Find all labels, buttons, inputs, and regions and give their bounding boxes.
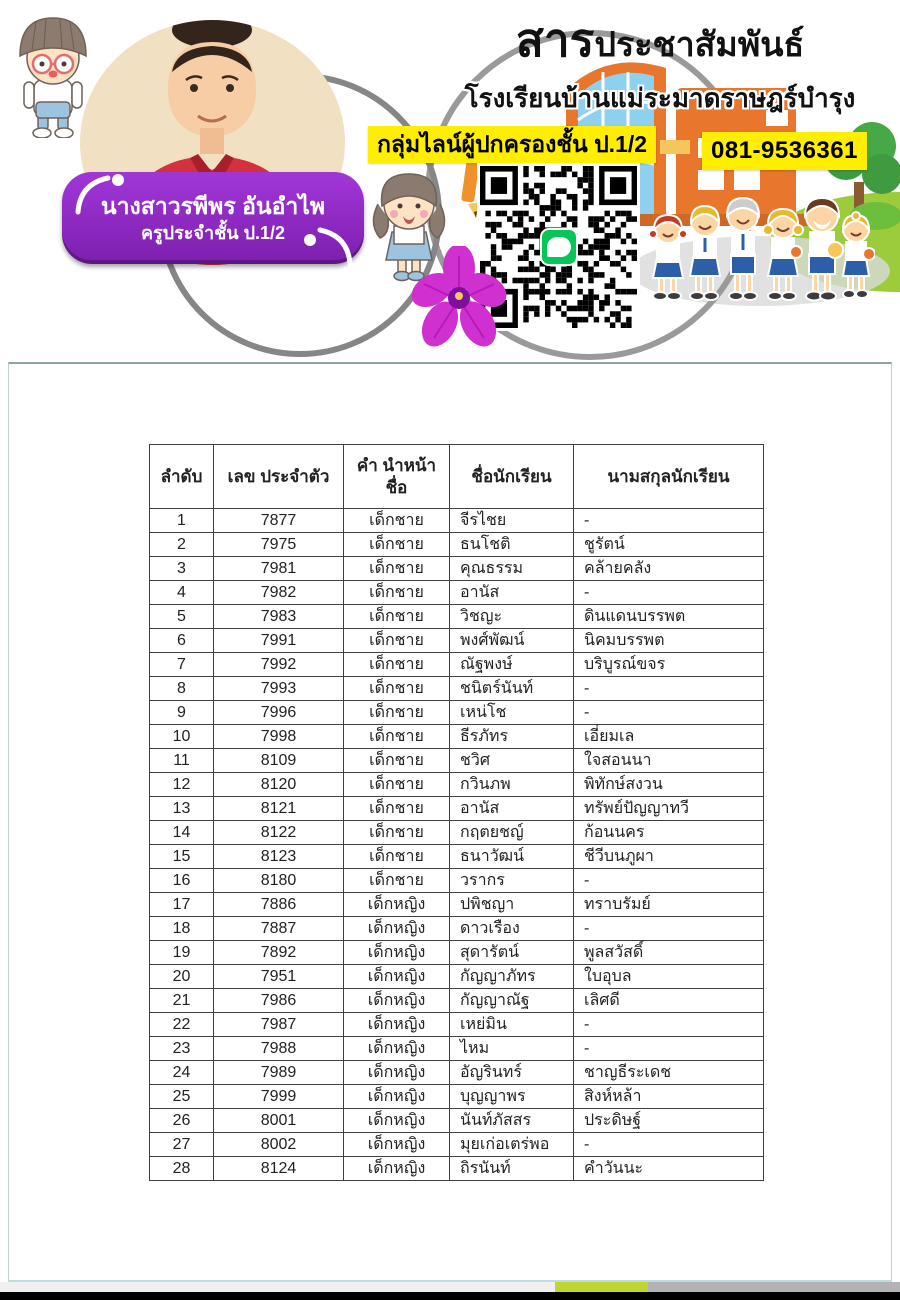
- table-row: [150, 605, 764, 629]
- flyer-title: [420, 4, 900, 77]
- table-cell: วรากร: [450, 869, 574, 893]
- table-cell: 7981: [214, 557, 344, 581]
- table-cell: ชวิศ: [450, 749, 574, 773]
- table-cell: 7886: [214, 893, 344, 917]
- table-cell: 7989: [214, 1061, 344, 1085]
- table-cell: เด็กหญิง: [344, 1133, 450, 1157]
- table-cell: 13: [150, 797, 214, 821]
- table-cell: เด็กชาย: [344, 725, 450, 749]
- table-cell: 7983: [214, 605, 344, 629]
- table-cell: 8123: [214, 845, 344, 869]
- table-cell: ใบอุบล: [574, 965, 764, 989]
- table-cell: ไหม: [450, 1037, 574, 1061]
- table-cell: เด็กชาย: [344, 629, 450, 653]
- table-cell: 16: [150, 869, 214, 893]
- table-cell: -: [574, 1037, 764, 1061]
- table-row: [150, 749, 764, 773]
- table-row: [150, 677, 764, 701]
- table-row: [150, 989, 764, 1013]
- table-cell: ถิรนันท์: [450, 1157, 574, 1181]
- table-cell: 1: [150, 509, 214, 533]
- table-row: [150, 941, 764, 965]
- table-cell: เด็กชาย: [344, 557, 450, 581]
- table-cell: พูลสวัสดิ์: [574, 941, 764, 965]
- table-cell: เด็กหญิง: [344, 941, 450, 965]
- cartoon-boy-illustration: [8, 14, 98, 138]
- table-cell: อานัส: [450, 581, 574, 605]
- progress-track-right: [648, 1282, 900, 1292]
- table-cell: 7877: [214, 509, 344, 533]
- phone-number: 081-9536361: [702, 132, 867, 170]
- table-cell: กัญญาณัฐ: [450, 989, 574, 1013]
- table-cell: 7986: [214, 989, 344, 1013]
- document-page: [8, 362, 892, 1282]
- table-cell: 5: [150, 605, 214, 629]
- table-cell: ปพิชญา: [450, 893, 574, 917]
- table-cell: จีรไชย: [450, 509, 574, 533]
- video-progress-bar[interactable]: [0, 1282, 900, 1292]
- table-cell: เด็กหญิง: [344, 1037, 450, 1061]
- line-icon: [540, 228, 578, 266]
- table-head: [150, 445, 764, 509]
- orchid-flower-illustration: [410, 246, 508, 350]
- table-cell: 7991: [214, 629, 344, 653]
- title-rest-text: ประชาสัมพันธ์: [594, 26, 805, 64]
- table-cell: เด็กชาย: [344, 821, 450, 845]
- header-row: [150, 445, 764, 509]
- table-row: [150, 1037, 764, 1061]
- table-row: [150, 725, 764, 749]
- table-row: [150, 773, 764, 797]
- table-cell: มุยเก่อเตร่พอ: [450, 1133, 574, 1157]
- flyer-header: [0, 0, 900, 362]
- table-cell: 26: [150, 1109, 214, 1133]
- table-cell: บริบูรณ์ขจร: [574, 653, 764, 677]
- table-cell: 23: [150, 1037, 214, 1061]
- column-header: นามสกุลนักเรียน: [574, 445, 764, 509]
- table-cell: 14: [150, 821, 214, 845]
- table-cell: ธีรภัทร: [450, 725, 574, 749]
- table-cell: กวินภพ: [450, 773, 574, 797]
- table-row: [150, 653, 764, 677]
- table-cell: สุดารัตน์: [450, 941, 574, 965]
- table-cell: เด็กหญิง: [344, 1109, 450, 1133]
- table-cell: -: [574, 1133, 764, 1157]
- table-cell: เด็กชาย: [344, 749, 450, 773]
- table-cell: 9: [150, 701, 214, 725]
- table-row: [150, 1133, 764, 1157]
- table-cell: เด็กหญิง: [344, 1061, 450, 1085]
- table-cell: เด็กชาย: [344, 773, 450, 797]
- table-cell: 7993: [214, 677, 344, 701]
- table-cell: 7: [150, 653, 214, 677]
- table-cell: 7887: [214, 917, 344, 941]
- table-cell: 8120: [214, 773, 344, 797]
- table-cell: เด็กหญิง: [344, 1157, 450, 1181]
- table-row: [150, 1085, 764, 1109]
- table-cell: 7987: [214, 1013, 344, 1037]
- table-cell: 12: [150, 773, 214, 797]
- table-row: [150, 1109, 764, 1133]
- table-row: [150, 1061, 764, 1085]
- table-cell: 18: [150, 917, 214, 941]
- table-cell: 20: [150, 965, 214, 989]
- table-cell: -: [574, 1013, 764, 1037]
- line-group-label: กลุ่มไลน์ผู้ปกครองชั้น ป.1/2: [368, 126, 656, 163]
- table-row: [150, 893, 764, 917]
- table-cell: 8121: [214, 797, 344, 821]
- table-cell: 3: [150, 557, 214, 581]
- table-cell: คล้ายคลัง: [574, 557, 764, 581]
- table-cell: -: [574, 869, 764, 893]
- table-row: [150, 869, 764, 893]
- table-cell: 7996: [214, 701, 344, 725]
- table-cell: -: [574, 701, 764, 725]
- table-cell: เด็กหญิง: [344, 1085, 450, 1109]
- table-cell: เด็กชาย: [344, 797, 450, 821]
- table-cell: 7982: [214, 581, 344, 605]
- table-cell: เด็กชาย: [344, 653, 450, 677]
- table-row: [150, 581, 764, 605]
- table-cell: ดินแดนบรรพต: [574, 605, 764, 629]
- table-cell: 7998: [214, 725, 344, 749]
- table-row: [150, 1013, 764, 1037]
- table-cell: กฤตยชญ์: [450, 821, 574, 845]
- table-cell: 8122: [214, 821, 344, 845]
- table-cell: บุญญาพร: [450, 1085, 574, 1109]
- table-row: [150, 797, 764, 821]
- table-row: [150, 917, 764, 941]
- table-cell: 8001: [214, 1109, 344, 1133]
- table-row: [150, 509, 764, 533]
- table-cell: เลิศดี: [574, 989, 764, 1013]
- table-cell: นิคมบรรพต: [574, 629, 764, 653]
- table-cell: กัญญาภัทร: [450, 965, 574, 989]
- table-cell: คำวันนะ: [574, 1157, 764, 1181]
- teacher-role: ครูประจำชั้น ป.1/2: [140, 222, 286, 243]
- table-row: [150, 965, 764, 989]
- table-cell: -: [574, 677, 764, 701]
- column-header: เลข ประจำตัว: [214, 445, 344, 509]
- table-cell: 7988: [214, 1037, 344, 1061]
- table-cell: 7951: [214, 965, 344, 989]
- table-cell: ดาวเรือง: [450, 917, 574, 941]
- table-cell: 10: [150, 725, 214, 749]
- table-cell: เด็กหญิง: [344, 893, 450, 917]
- table-cell: พิทักษ์สงวน: [574, 773, 764, 797]
- table-cell: 4: [150, 581, 214, 605]
- table-cell: ก้อนนคร: [574, 821, 764, 845]
- table-row: [150, 1157, 764, 1181]
- table-cell: ชีวีบนภูผา: [574, 845, 764, 869]
- table-cell: 15: [150, 845, 214, 869]
- table-cell: 8180: [214, 869, 344, 893]
- table-cell: สิงห์หล้า: [574, 1085, 764, 1109]
- table-cell: เด็กชาย: [344, 605, 450, 629]
- table-cell: นันท์ภัสสร: [450, 1109, 574, 1133]
- table-cell: 2: [150, 533, 214, 557]
- table-cell: 8109: [214, 749, 344, 773]
- bottom-black-bar: [0, 1292, 900, 1300]
- table-cell: เด็กชาย: [344, 533, 450, 557]
- table-cell: 7999: [214, 1085, 344, 1109]
- table-cell: อัญรินทร์: [450, 1061, 574, 1085]
- column-header: ชื่อนักเรียน: [450, 445, 574, 509]
- teacher-name-badge: [62, 172, 364, 264]
- progress-track-left: [0, 1282, 555, 1292]
- table-cell: -: [574, 581, 764, 605]
- table-cell: ทรัพย์ปัญญาทวี: [574, 797, 764, 821]
- table-cell: เด็กหญิง: [344, 917, 450, 941]
- column-header: ลำดับ: [150, 445, 214, 509]
- table-cell: พงศ์พัฒน์: [450, 629, 574, 653]
- table-cell: 7992: [214, 653, 344, 677]
- table-cell: เด็กชาย: [344, 509, 450, 533]
- table-cell: ชูรัตน์: [574, 533, 764, 557]
- table-cell: 8: [150, 677, 214, 701]
- table-cell: เด็กชาย: [344, 869, 450, 893]
- table-cell: เด็กหญิง: [344, 1013, 450, 1037]
- table-cell: คุณธรรม: [450, 557, 574, 581]
- table-cell: 28: [150, 1157, 214, 1181]
- table-cell: 22: [150, 1013, 214, 1037]
- student-roster-table: [149, 444, 764, 1181]
- table-cell: 19: [150, 941, 214, 965]
- table-cell: เด็กหญิง: [344, 989, 450, 1013]
- table-cell: ประดิษฐ์: [574, 1109, 764, 1133]
- table-cell: เด็กชาย: [344, 581, 450, 605]
- table-cell: 25: [150, 1085, 214, 1109]
- table-cell: 11: [150, 749, 214, 773]
- table-row: [150, 845, 764, 869]
- table-cell: -: [574, 509, 764, 533]
- table-cell: เด็กชาย: [344, 701, 450, 725]
- table-cell: 27: [150, 1133, 214, 1157]
- table-cell: ชาญธีระเดช: [574, 1061, 764, 1085]
- table-body: [150, 509, 764, 1181]
- table-cell: วิชญะ: [450, 605, 574, 629]
- table-row: [150, 557, 764, 581]
- table-row: [150, 629, 764, 653]
- table-cell: 17: [150, 893, 214, 917]
- table-cell: 7975: [214, 533, 344, 557]
- progress-thumb[interactable]: [555, 1282, 648, 1292]
- line-bubble-shape: [547, 237, 571, 257]
- title-emphasis-text: สาร: [515, 14, 595, 66]
- school-name: โรงเรียนบ้านแม่ระมาดราษฎร์บำรุง: [464, 83, 856, 113]
- table-cell: ณัฐพงษ์: [450, 653, 574, 677]
- teacher-name: นางสาวรพีพร อันอำไพ: [100, 192, 326, 219]
- table-row: [150, 821, 764, 845]
- table-cell: 21: [150, 989, 214, 1013]
- table-cell: 24: [150, 1061, 214, 1085]
- table-cell: เอี่ยมเล: [574, 725, 764, 749]
- table-row: [150, 533, 764, 557]
- column-header: คำ นำหน้า ชื่อ: [344, 445, 450, 509]
- table-cell: 6: [150, 629, 214, 653]
- table-cell: เหน่โช: [450, 701, 574, 725]
- table-cell: 7892: [214, 941, 344, 965]
- table-cell: อานัส: [450, 797, 574, 821]
- table-cell: ธนโชติ: [450, 533, 574, 557]
- table-cell: -: [574, 917, 764, 941]
- school-children-illustration: [645, 192, 875, 322]
- table-row: [150, 701, 764, 725]
- table-cell: ชนิตร์นันท์: [450, 677, 574, 701]
- table-cell: เด็กหญิง: [344, 965, 450, 989]
- table-cell: 8124: [214, 1157, 344, 1181]
- table-cell: ธนาวัฒน์: [450, 845, 574, 869]
- table-cell: 8002: [214, 1133, 344, 1157]
- table-cell: ใจสอนนา: [574, 749, 764, 773]
- table-cell: เด็กชาย: [344, 677, 450, 701]
- table-cell: เหย่มิน: [450, 1013, 574, 1037]
- table-cell: ทราบรัมย์: [574, 893, 764, 917]
- table-cell: เด็กชาย: [344, 845, 450, 869]
